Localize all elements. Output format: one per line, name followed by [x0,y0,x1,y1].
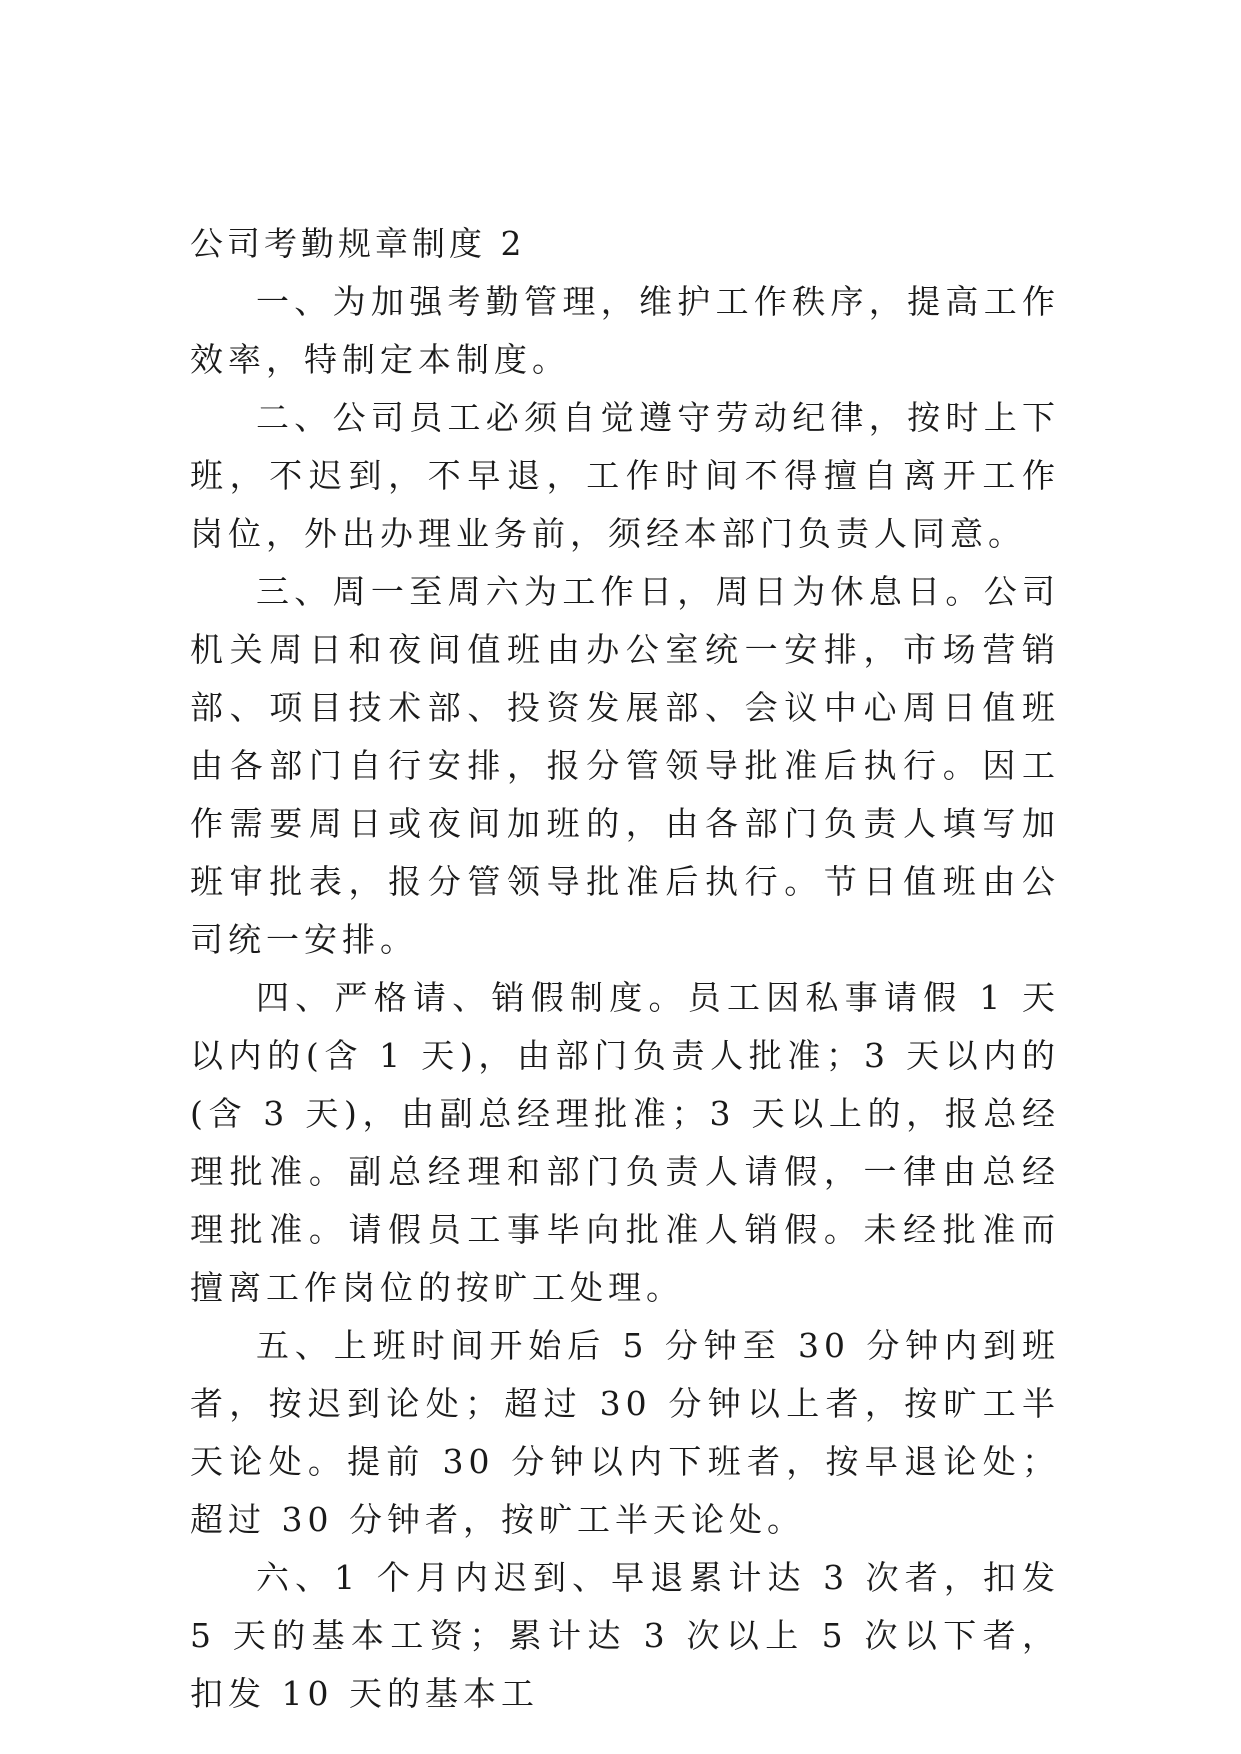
paragraph-1: 一、为加强考勤管理，维护工作秩序，提高工作效率，特制定本制度。 [190,282,1060,379]
paragraph-5: 五、上班时间开始后 5 分钟至 30 分钟内到班者，按迟到论处；超过 30 分钟以上者，按旷工半天论处。提前 30 分钟以内下班者，按早退论处；超过 30 分钟者，按旷工半天论处。 [190,1326,1060,1539]
document-title: 公司考勤规章制度 2 [190,224,526,263]
paragraph-3: 三、周一至周六为工作日，周日为休息日。公司机关周日和夜间值班由办公室统一安排，市场营销部、项目技术部、投资发展部、会议中心周日值班由各部门自行安排，报分管领导批准后执行。因工作需要周日或夜间加班的，由各部门负责人填写加班审批表，报分管领导批准后执行。节日值班由公司统一安排。 [190,572,1060,959]
paragraph-4: 四、严格请、销假制度。员工因私事请假 1 天以内的(含 1 天)，由部门负责人批准；3 天以内的(含 3 天)，由副总经理批准；3 天以上的，报总经理批准。副总经理和部门负责人请假，一律由总经理批准。请假员工事毕向批准人销假。未经批准而擅离工作岗位的按旷工处理。 [190,978,1060,1307]
document-body [190,215,1060,1723]
paragraph-6: 六、1 个月内迟到、早退累计达 3 次者，扣发 5 天的基本工资；累计达 3 次以上 5 次以下者，扣发 10 天的基本工 [190,1558,1060,1713]
paragraph-2: 二、公司员工必须自觉遵守劳动纪律，按时上下班，不迟到，不早退，工作时间不得擅自离开工作岗位，外出办理业务前，须经本部门负责人同意。 [190,398,1060,553]
